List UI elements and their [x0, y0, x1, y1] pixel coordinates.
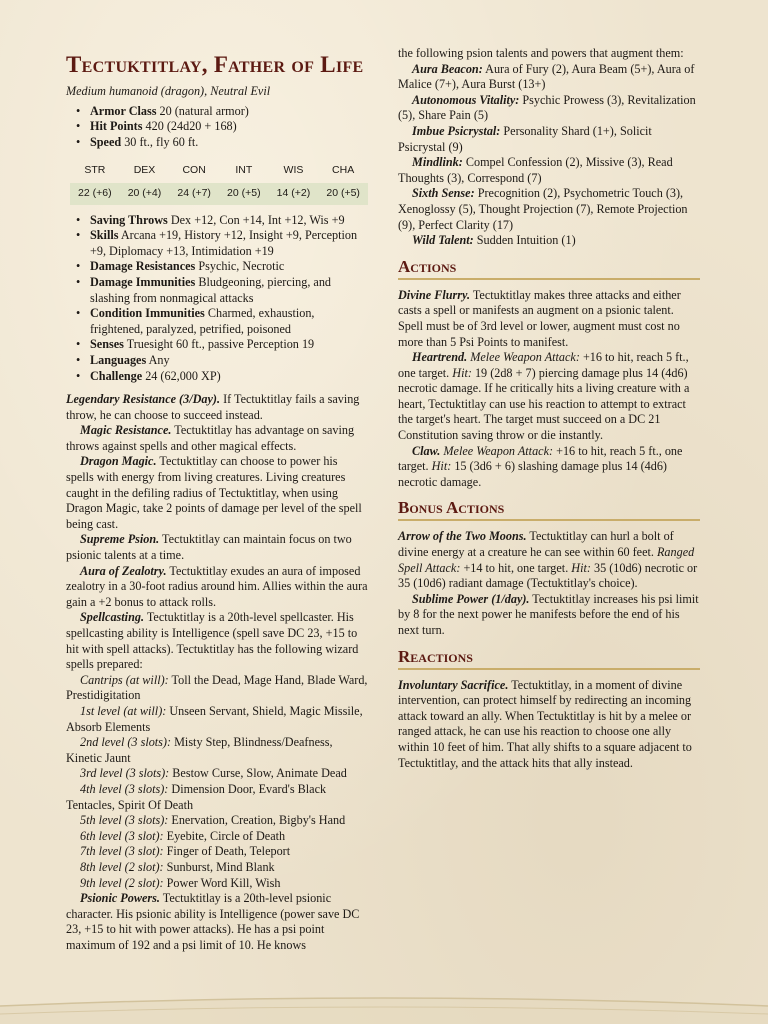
- spell-level-line: 5th level (3 slots): Enervation, Creation, Bigby's Hand: [80, 813, 346, 828]
- talent-line: Wild Talent: Sudden Intuition (1): [412, 233, 576, 248]
- stat-condition-immunities: • Condition Immunities Charmed, exhaustion, frightened, paralyzed, petrified, poisoned: [80, 306, 368, 337]
- ability-header: STR: [84, 164, 106, 177]
- talent-line: Aura Beacon: Aura of Fury (2), Aura Beam (5+), Aura of Malice (7+), Aura Burst (13+): [398, 61, 695, 92]
- ability-scores-table: [70, 160, 368, 204]
- stat-saving-throws: • Saving Throws Dex +12, Con +14, Int +12, Wis +9: [80, 213, 368, 229]
- trait-dragon-magic: Dragon Magic. Tectuktitlay can choose to power his spells with energy from living creatures. Living creatures caught in the defiling radius of Tectuktitlay, when using Dragon Magic, take 2 points of damage per level of the spell being cast.: [66, 454, 362, 531]
- spell-level-line: 4th level (3 slots): Dimension Door, Evard's Black Tentacles, Spirit Of Death: [66, 781, 327, 812]
- stat-skills: • Skills Arcana +19, History +12, Insight +9, Perception +9, Diplomacy +13, Intimidation +19: [80, 228, 368, 259]
- spell-level-line: 2nd level (3 slots): Misty Step, Blindness/Deafness, Kinetic Jaunt: [66, 735, 333, 765]
- action-heartrend: Heartrend. Melee Weapon Attack: +16 to hit, reach 5 ft., one target. Hit: 19 (2d8 + 7) piercing damage plus 14 (4d6) necrotic damage. If he critically hits a living creature with a heart, Tectuktitlay can use his reaction to attempt to extract the target's heart. The target must succeed on a DC 21 Constitution saving throw or die instantly.: [398, 350, 690, 443]
- stat-speed: • Speed 30 ft., fly 60 ft.: [80, 135, 368, 151]
- ability-header: WIS: [283, 164, 304, 177]
- ability-value: 24 (+7): [169, 183, 219, 205]
- action-divine-flurry: Divine Flurry. Tectuktitlay makes three attacks and either casts a spell or manifests an augment on a psionic talent. Spell must be of 3rd level or lower, augment must cost no more than 5 Psi Points to manifest.: [398, 287, 681, 349]
- stat-hit-points: • Hit Points 420 (24d20 + 168): [80, 119, 368, 135]
- action-claw: Claw. Melee Weapon Attack: +16 to hit, reach 5 ft., one target. Hit: 15 (3d6 + 6) slashing damage plus 14 (4d6) necrotic damage.: [398, 443, 683, 489]
- statblock-subtitle: Medium humanoid (dragon), Neutral Evil: [66, 84, 271, 98]
- trait-aura-of-zealotry: Aura of Zealotry. Tectuktitlay exudes an aura of imposed zealotry in a 30-foot radius around him. Allies within the aura gain a +2 bonus to attack rolls.: [66, 563, 368, 609]
- actions-heading: Actions: [398, 257, 700, 280]
- trait-supreme-psion: Supreme Psion. Tectuktitlay can maintain focus on two psionic talents at a time.: [66, 532, 352, 563]
- spell-level-line: 8th level (2 slot): Sunburst, Mind Blank: [80, 859, 275, 874]
- stat-languages: • Languages Any: [80, 353, 368, 369]
- spell-level-line: 7th level (3 slot): Finger of Death, Teleport: [80, 844, 291, 859]
- statblock-title: Tectuktitlay, Father of Life: [66, 52, 364, 77]
- talent-line: Autonomous Vitality: Psychic Prowess (3), Revitalization (5), Share Pain (5): [398, 92, 696, 123]
- secondary-stats-list: [66, 213, 368, 385]
- ability-value: 20 (+4): [120, 183, 170, 205]
- reaction-involuntary-sacrifice: Involuntary Sacrifice. Tectuktitlay, in a moment of divine intervention, can protect himself by redirecting an incoming attack toward an ally. When Tectuktitlay is hit by a melee or ranged attack, he can use his reaction to choose one ally within 10 feet of him. That ally shifts to a square adjacent to Tectuktitlay, and the attack hits that ally instead.: [398, 677, 692, 770]
- bonus-sublime-power: Sublime Power (1/day). Tectuktitlay increases his psi limit by 8 for the next power he manifests before the end of his next turn.: [398, 591, 699, 637]
- footer-ornament: [0, 984, 768, 1024]
- spell-level-line: 3rd level (3 slots): Bestow Curse, Slow, Animate Dead: [80, 766, 347, 781]
- bonus-arrow-of-two-moons: Arrow of the Two Moons. Tectuktitlay can hurl a bolt of divine energy at a creature he can see within 60 feet. Ranged Spell Attack: +14 to hit, one target. Hit: 35 (10d6) necrotic or 35 (10d6) radiant damage (Tectuktitlay's choice).: [398, 529, 698, 591]
- ability-header: CON: [182, 164, 206, 177]
- trait-legendary-resistance: Legendary Resistance (3/Day). If Tectuktitlay fails a saving throw, he can choose to succeed instead.: [66, 392, 360, 422]
- trait-psionic-powers: Psionic Powers. Tectuktitlay is a 20th-level psionic character. His psionic ability is Intelligence (power save DC 23, +15 to hit with power attacks). He has a psi point maximum of 192 and a psi limit of 10. He knows: [66, 891, 360, 952]
- stat-armor-class: • Armor Class 20 (natural armor): [80, 104, 368, 120]
- ability-value: 14 (+2): [269, 183, 319, 205]
- trait-magic-resistance: Magic Resistance. Tectuktitlay has advantage on saving throws against spells and other magical effects.: [66, 423, 355, 453]
- core-stats-list: [66, 104, 368, 151]
- spell-level-line: Cantrips (at will): Toll the Dead, Mage Hand, Blade Ward, Prestidigitation: [66, 672, 368, 703]
- ability-value: 20 (+5): [219, 183, 269, 205]
- left-column: [66, 46, 368, 953]
- talent-line: Sixth Sense: Precognition (2), Psychometric Touch (3), Xenoglossy (5), Thought Projection (7), Remote Projection (9), Perfect Clarity (17): [398, 186, 688, 232]
- psionic-continuation: the following psion talents and powers that augment them:: [398, 46, 684, 60]
- reactions-heading: Reactions: [398, 647, 700, 670]
- talent-line: Imbue Psicrystal: Personality Shard (1+), Solicit Psicrystal (9): [398, 123, 652, 154]
- stat-senses: • Senses Truesight 60 ft., passive Perception 19: [80, 337, 368, 353]
- stat-damage-resistances: • Damage Resistances Psychic, Necrotic: [80, 259, 368, 275]
- stat-challenge: • Challenge 24 (62,000 XP): [80, 369, 368, 385]
- talent-line: Mindlink: Compel Confession (2), Missive (3), Read Thoughts (3), Correspond (7): [398, 155, 673, 185]
- spell-level-line: 6th level (3 slot): Eyebite, Circle of Death: [80, 828, 286, 843]
- ability-header: CHA: [332, 164, 355, 177]
- spell-level-line: 1st level (at will): Unseen Servant, Shield, Magic Missile, Absorb Elements: [66, 703, 363, 734]
- ability-value: 22 (+6): [70, 183, 120, 205]
- spell-level-line: 9th level (2 slot): Power Word Kill, Wish: [80, 875, 281, 890]
- bonus-actions-heading: Bonus Actions: [398, 498, 700, 521]
- stat-damage-immunities: • Damage Immunities Bludgeoning, piercing, and slashing from nonmagical attacks: [80, 275, 368, 306]
- ability-header: INT: [235, 164, 253, 177]
- ability-value: 20 (+5): [318, 183, 368, 205]
- right-column: [398, 46, 700, 771]
- trait-spellcasting: Spellcasting. Tectuktitlay is a 20th-level spellcaster. His spellcasting ability is Intelligence (spell save DC 23, +15 to hit with spell attacks). Tectuktitlay has the following wizard spells prepared:: [66, 610, 359, 672]
- ability-header: DEX: [133, 164, 156, 177]
